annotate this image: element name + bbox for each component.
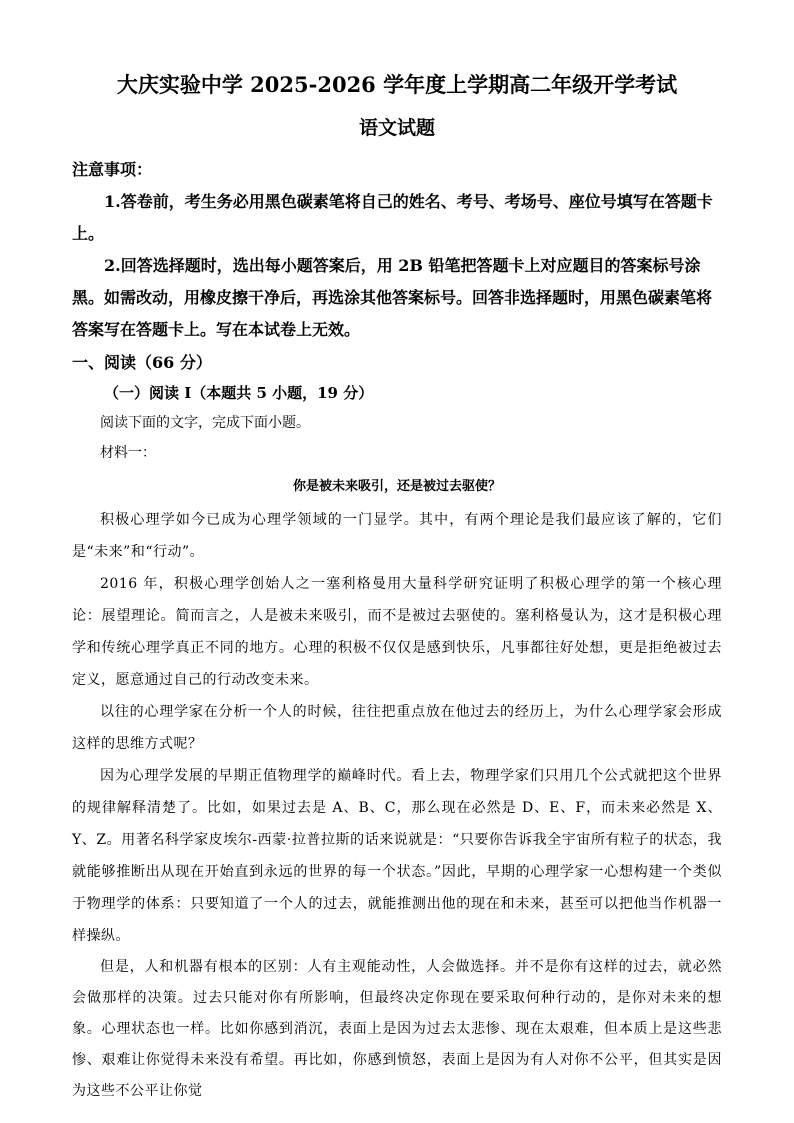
notes-heading: 注意事项： — [72, 160, 153, 179]
article-paragraph: 以往的心理学家在分析一个人的时候，往往把重点放在他过去的经历上，为什么心理学家会形成这样的思维方式呢？ — [72, 704, 722, 752]
notes-item-1: 1.答卷前，考生务必用黑色碳素笔将自己的姓名、考号、考场号、座位号填写在答题卡上。 — [72, 192, 713, 243]
exam-title: 大庆实验中学 2025-2026 学年度上学期高二年级开学考试 — [116, 72, 678, 97]
material-label: 材料一： — [100, 445, 156, 461]
article-paragraph: 但是，人和机器有根本的区别：人有主观能动性，人会做选择。并不是你有这样的过去，就必然会做那样的决策。过去只能对你有所影响，但最终决定你现在要采取何种行动的，是你对未来的想象。心理状态也一样。比如你感到消沉，表面上是因为过去太悲惨、现在太艰难，但本质上是这些悲惨、艰难让你觉得未来没有希望。再比如，你感到愤怒，表面上是因为有人对你不公平，但其实是因为这些不公平让你觉 — [72, 959, 722, 1099]
article-paragraph: 积极心理学如今已成为心理学领域的一门显学。其中，有两个理论是我们最应该了解的，它们是“未来”和“行动”。 — [72, 512, 722, 560]
article-paragraph: 因为心理学发展的早期正值物理学的巅峰时代。看上去，物理学家们只用几个公式就把这个世界的规律解释清楚了。比如，如果过去是 A、B、C，那么现在必然是 D、E、F，而未来必然是 X、Y、Z。用著名科学家皮埃尔-西蒙·拉普拉斯的话来说就是：“只要你告诉我全宇宙所有粒子的状态，我就能够推断出从现在开始直到永远的世界的每一个状态。”因此，早期的心理学家一心想构建一个类似于物理学的体系：只要知道了一个人的过去，就能推测出他的现在和未来，甚至可以把他当作机器一样操纵。 — [72, 768, 722, 944]
exam-page — [72, 70, 722, 1107]
subsection-heading: （一）阅读 I（本题共 5 小题，19 分） — [104, 384, 374, 402]
section-heading: 一、阅读（66 分） — [72, 353, 212, 372]
exam-subtitle: 语文试题 — [358, 117, 435, 139]
article-title: 你是被未来吸引，还是被过去驱使？ — [292, 479, 501, 494]
article-paragraph: 2016 年，积极心理学创始人之一塞利格曼用大量科学研究证明了积极心理学的第一个核心理论：展望理论。简而言之，人是被未来吸引，而不是被过去驱使的。塞利格曼认为，这才是积极心理学和传统心理学真正不同的地方。心理的积极不仅仅是感到快乐，凡事都往好处想，更是拒绝被过去定义，愿意通过自己的行动改变未来。 — [72, 576, 722, 688]
instruction-text: 阅读下面的文字，完成下面小题。 — [100, 415, 310, 431]
notes-item-2: 2.回答选择题时，选出每小题答案后，用 2B 铅笔把答题卡上对应题目的答案标号涂黑。如需改动，用橡皮擦干净后，再选涂其他答案标号。回答非选择题时，用黑色碳素笔将答案写在答题卡上。写在本试卷上无效。 — [72, 256, 713, 339]
